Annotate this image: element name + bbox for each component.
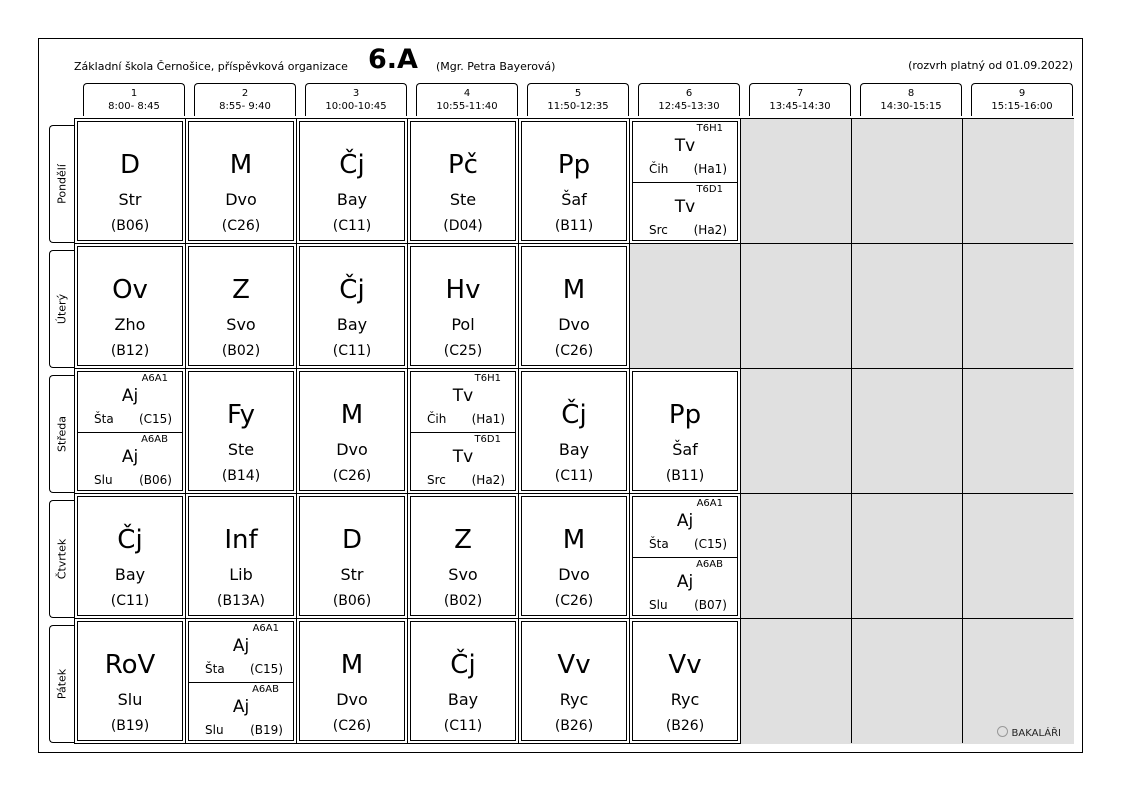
teacher-code: Bay <box>447 690 479 709</box>
subject: Čj <box>339 150 365 180</box>
subject: Aj <box>232 697 250 717</box>
group-code: A6A1 <box>252 623 279 634</box>
room-code: (Ha2) <box>471 473 505 487</box>
period-time: 15:15-16:00 <box>991 101 1053 112</box>
period-time: 12:45-13:30 <box>658 101 720 112</box>
period-header <box>416 83 518 116</box>
room-code: (B19) <box>250 723 283 737</box>
lesson-cell <box>77 121 183 241</box>
subject: Tv <box>452 386 474 406</box>
room-code: (C11) <box>554 468 594 484</box>
group-code: T6D1 <box>474 434 501 445</box>
lesson-cell <box>188 246 294 366</box>
period-time: 10:55-11:40 <box>436 101 498 112</box>
subject: RoV <box>104 650 156 680</box>
lesson-cell <box>410 121 516 241</box>
room-code: (C11) <box>110 593 150 609</box>
room-code: (B26) <box>554 718 594 734</box>
empty-slot <box>852 244 963 369</box>
lesson-cell <box>521 246 627 366</box>
subject: M <box>229 150 253 180</box>
subject: Aj <box>676 572 694 592</box>
subject: M <box>340 400 364 430</box>
grid-column-divider <box>296 119 297 743</box>
empty-slot <box>741 244 852 369</box>
lesson-cell <box>299 496 405 616</box>
empty-slot <box>852 119 963 244</box>
day-label <box>49 125 74 243</box>
lesson-cell <box>410 246 516 366</box>
subject: Aj <box>121 447 139 467</box>
grid-column-divider <box>962 119 963 743</box>
teacher-code: Ryc <box>670 690 700 709</box>
period-number: 6 <box>685 88 693 99</box>
subject: Fy <box>227 400 255 430</box>
room-code: (C26) <box>554 593 594 609</box>
teacher-code: Čih <box>427 412 447 426</box>
timetable-grid <box>74 118 1074 744</box>
subject: Z <box>454 525 472 555</box>
teacher-code: Šta <box>649 537 669 551</box>
empty-slot <box>963 119 1074 244</box>
lesson-cell <box>410 371 516 491</box>
teacher-code: Slu <box>205 723 224 737</box>
teacher-code: Src <box>427 473 446 487</box>
lesson-group-half <box>633 122 737 181</box>
room-code: (B11) <box>554 218 594 234</box>
room-code: (Ha1) <box>693 162 727 176</box>
subject: Čj <box>561 400 587 430</box>
period-header <box>194 83 296 116</box>
empty-slot <box>630 244 741 369</box>
lesson-cell <box>77 246 183 366</box>
period-header <box>860 83 962 116</box>
room-code: (B14) <box>221 468 261 484</box>
empty-slot <box>852 619 963 744</box>
teacher-code: Bay <box>336 190 368 209</box>
teacher-code: Pol <box>451 315 475 334</box>
room-code: (C15) <box>249 662 283 676</box>
room-code: (C15) <box>138 412 172 426</box>
day-name: Středa <box>55 415 69 453</box>
room-code: (B06) <box>332 593 372 609</box>
subject: Vv <box>668 650 702 680</box>
grid-column-divider <box>851 119 852 743</box>
subject: M <box>562 525 586 555</box>
group-code: A6A1 <box>141 373 168 384</box>
group-code: T6D1 <box>696 184 723 195</box>
day-label <box>49 500 74 618</box>
teacher-code: Str <box>340 565 364 584</box>
room-code: (B13A) <box>217 593 265 609</box>
subject: Aj <box>232 636 250 656</box>
room-code: (B26) <box>665 718 705 734</box>
subject: Pp <box>557 150 591 180</box>
period-header <box>638 83 740 116</box>
teacher-code: Bay <box>558 440 590 459</box>
room-code: (B06) <box>110 218 150 234</box>
teacher-code: Src <box>649 223 668 237</box>
subject: D <box>341 525 363 555</box>
subject: Inf <box>224 525 258 555</box>
period-header <box>305 83 407 116</box>
grid-column-divider <box>740 119 741 743</box>
teacher-code: Svo <box>448 565 478 584</box>
lesson-group-half <box>189 622 293 681</box>
teacher-code: Šaf <box>561 190 587 209</box>
day-name: Úterý <box>55 293 69 325</box>
empty-slot <box>963 494 1074 619</box>
grid-row-divider <box>75 368 1073 369</box>
period-number: 7 <box>796 88 804 99</box>
teacher-code: Lib <box>229 565 253 584</box>
lesson-cell <box>299 121 405 241</box>
teacher-code: Šta <box>94 412 114 426</box>
room-code: (B06) <box>139 473 172 487</box>
room-code: (B12) <box>110 343 150 359</box>
lesson-cell <box>188 121 294 241</box>
lesson-cell <box>77 621 183 741</box>
room-code: (Ha1) <box>471 412 505 426</box>
room-code: (B07) <box>694 598 727 612</box>
period-header <box>749 83 851 116</box>
period-number: 4 <box>463 88 471 99</box>
day-name: Pondělí <box>55 164 69 204</box>
group-code: A6AB <box>696 559 723 570</box>
subject: Čj <box>450 650 476 680</box>
empty-slot <box>852 369 963 494</box>
bakalari-brand <box>997 726 1061 739</box>
room-code: (C15) <box>693 537 727 551</box>
teacher-code: Slu <box>649 598 668 612</box>
room-code: (C11) <box>332 218 372 234</box>
subject: Pp <box>668 400 702 430</box>
subject: Aj <box>121 386 139 406</box>
period-time: 13:45-14:30 <box>769 101 831 112</box>
lesson-group-half <box>189 682 293 742</box>
room-code: (C11) <box>443 718 483 734</box>
room-code: (C11) <box>332 343 372 359</box>
room-code: (C26) <box>332 718 372 734</box>
lesson-cell <box>632 121 738 241</box>
subject: Pč <box>448 150 478 180</box>
grid-column-divider <box>185 119 186 743</box>
room-code: (Ha2) <box>693 223 727 237</box>
lesson-cell <box>77 371 183 491</box>
teacher-code: Dvo <box>558 315 590 334</box>
lesson-cell <box>299 246 405 366</box>
group-code: A6AB <box>141 434 168 445</box>
room-code: (C26) <box>554 343 594 359</box>
subject: Aj <box>676 511 694 531</box>
lesson-cell <box>410 496 516 616</box>
lesson-cell <box>188 621 294 741</box>
lesson-group-half <box>411 432 515 492</box>
lesson-cell <box>299 371 405 491</box>
lesson-cell <box>632 371 738 491</box>
subject: Čj <box>339 275 365 305</box>
period-time: 8:55- 9:40 <box>219 101 271 112</box>
subject: Tv <box>674 136 696 156</box>
teacher-code: Ste <box>449 190 477 209</box>
day-label <box>49 375 74 493</box>
grid-column-divider <box>407 119 408 743</box>
teacher-code: Dvo <box>225 190 257 209</box>
bakalari-logo-icon <box>997 726 1008 737</box>
room-code: (D04) <box>443 218 483 234</box>
group-code: T6H1 <box>474 373 501 384</box>
lesson-cell <box>632 496 738 616</box>
teacher-code: Ste <box>227 440 255 459</box>
period-time: 14:30-15:15 <box>880 101 942 112</box>
subject: M <box>562 275 586 305</box>
group-code: T6H1 <box>696 123 723 134</box>
room-code: (B02) <box>221 343 261 359</box>
teacher-code: Slu <box>94 473 113 487</box>
period-number: 3 <box>352 88 360 99</box>
subject: D <box>119 150 141 180</box>
lesson-cell <box>521 371 627 491</box>
subject: Čj <box>117 525 143 555</box>
room-code: (B11) <box>665 468 705 484</box>
teacher-code: Bay <box>114 565 146 584</box>
lesson-cell <box>521 621 627 741</box>
group-code: A6AB <box>252 684 279 695</box>
subject: Z <box>232 275 250 305</box>
lesson-cell <box>632 621 738 741</box>
subject: M <box>340 650 364 680</box>
room-code: (C26) <box>332 468 372 484</box>
subject: Hv <box>445 275 481 305</box>
teacher-code: Svo <box>226 315 256 334</box>
day-name: Pátek <box>55 668 69 700</box>
empty-slot <box>741 369 852 494</box>
room-code: (C25) <box>443 343 483 359</box>
teacher-code: Dvo <box>336 440 368 459</box>
period-time: 8:00- 8:45 <box>108 101 160 112</box>
lesson-cell <box>188 371 294 491</box>
school-name: Základní škola Černošice, příspěvková organizace <box>74 60 348 73</box>
empty-slot <box>741 119 852 244</box>
lesson-group-half <box>411 372 515 431</box>
teacher-code: Šaf <box>672 440 698 459</box>
period-time: 10:00-10:45 <box>325 101 387 112</box>
period-number: 8 <box>907 88 915 99</box>
grid-column-divider <box>518 119 519 743</box>
period-number: 2 <box>241 88 249 99</box>
teacher-code: Ryc <box>559 690 589 709</box>
lesson-cell <box>521 496 627 616</box>
room-code: (B02) <box>443 593 483 609</box>
teacher-code: Dvo <box>558 565 590 584</box>
teacher-code: Šta <box>205 662 225 676</box>
room-code: (C26) <box>221 218 261 234</box>
empty-slot <box>963 369 1074 494</box>
class-teacher: (Mgr. Petra Bayerová) <box>436 60 556 73</box>
lesson-cell <box>521 121 627 241</box>
lesson-cell <box>77 496 183 616</box>
lesson-group-half <box>633 497 737 556</box>
day-name: Čtvrtek <box>55 538 69 580</box>
teacher-code: Bay <box>336 315 368 334</box>
valid-from: (rozvrh platný od 01.09.2022) <box>908 59 1073 72</box>
period-header <box>83 83 185 116</box>
class-name: 6.A <box>368 44 418 75</box>
teacher-code: Slu <box>117 690 143 709</box>
subject: Vv <box>557 650 591 680</box>
period-number: 1 <box>130 88 138 99</box>
brand-label: BAKALÁŘI <box>1011 728 1061 739</box>
subject: Ov <box>112 275 148 305</box>
grid-row-divider <box>75 618 1073 619</box>
lesson-group-half <box>633 557 737 617</box>
lesson-cell <box>299 621 405 741</box>
grid-column-divider <box>629 119 630 743</box>
lesson-group-half <box>78 432 182 492</box>
room-code: (B19) <box>110 718 150 734</box>
empty-slot <box>963 244 1074 369</box>
day-label <box>49 625 74 743</box>
grid-row-divider <box>75 493 1073 494</box>
period-number: 5 <box>574 88 582 99</box>
period-time: 11:50-12:35 <box>547 101 609 112</box>
teacher-code: Str <box>118 190 142 209</box>
teacher-code: Dvo <box>336 690 368 709</box>
lesson-cell <box>410 621 516 741</box>
lesson-group-half <box>78 372 182 431</box>
lesson-cell <box>188 496 294 616</box>
teacher-code: Zho <box>114 315 146 334</box>
subject: Tv <box>674 197 696 217</box>
empty-slot <box>741 494 852 619</box>
empty-slot <box>741 619 852 744</box>
period-header <box>527 83 629 116</box>
empty-slot <box>852 494 963 619</box>
subject: Tv <box>452 447 474 467</box>
day-label <box>49 250 74 368</box>
group-code: A6A1 <box>696 498 723 509</box>
period-header <box>971 83 1073 116</box>
period-number: 9 <box>1018 88 1026 99</box>
grid-row-divider <box>75 243 1073 244</box>
teacher-code: Čih <box>649 162 669 176</box>
lesson-group-half <box>633 182 737 242</box>
